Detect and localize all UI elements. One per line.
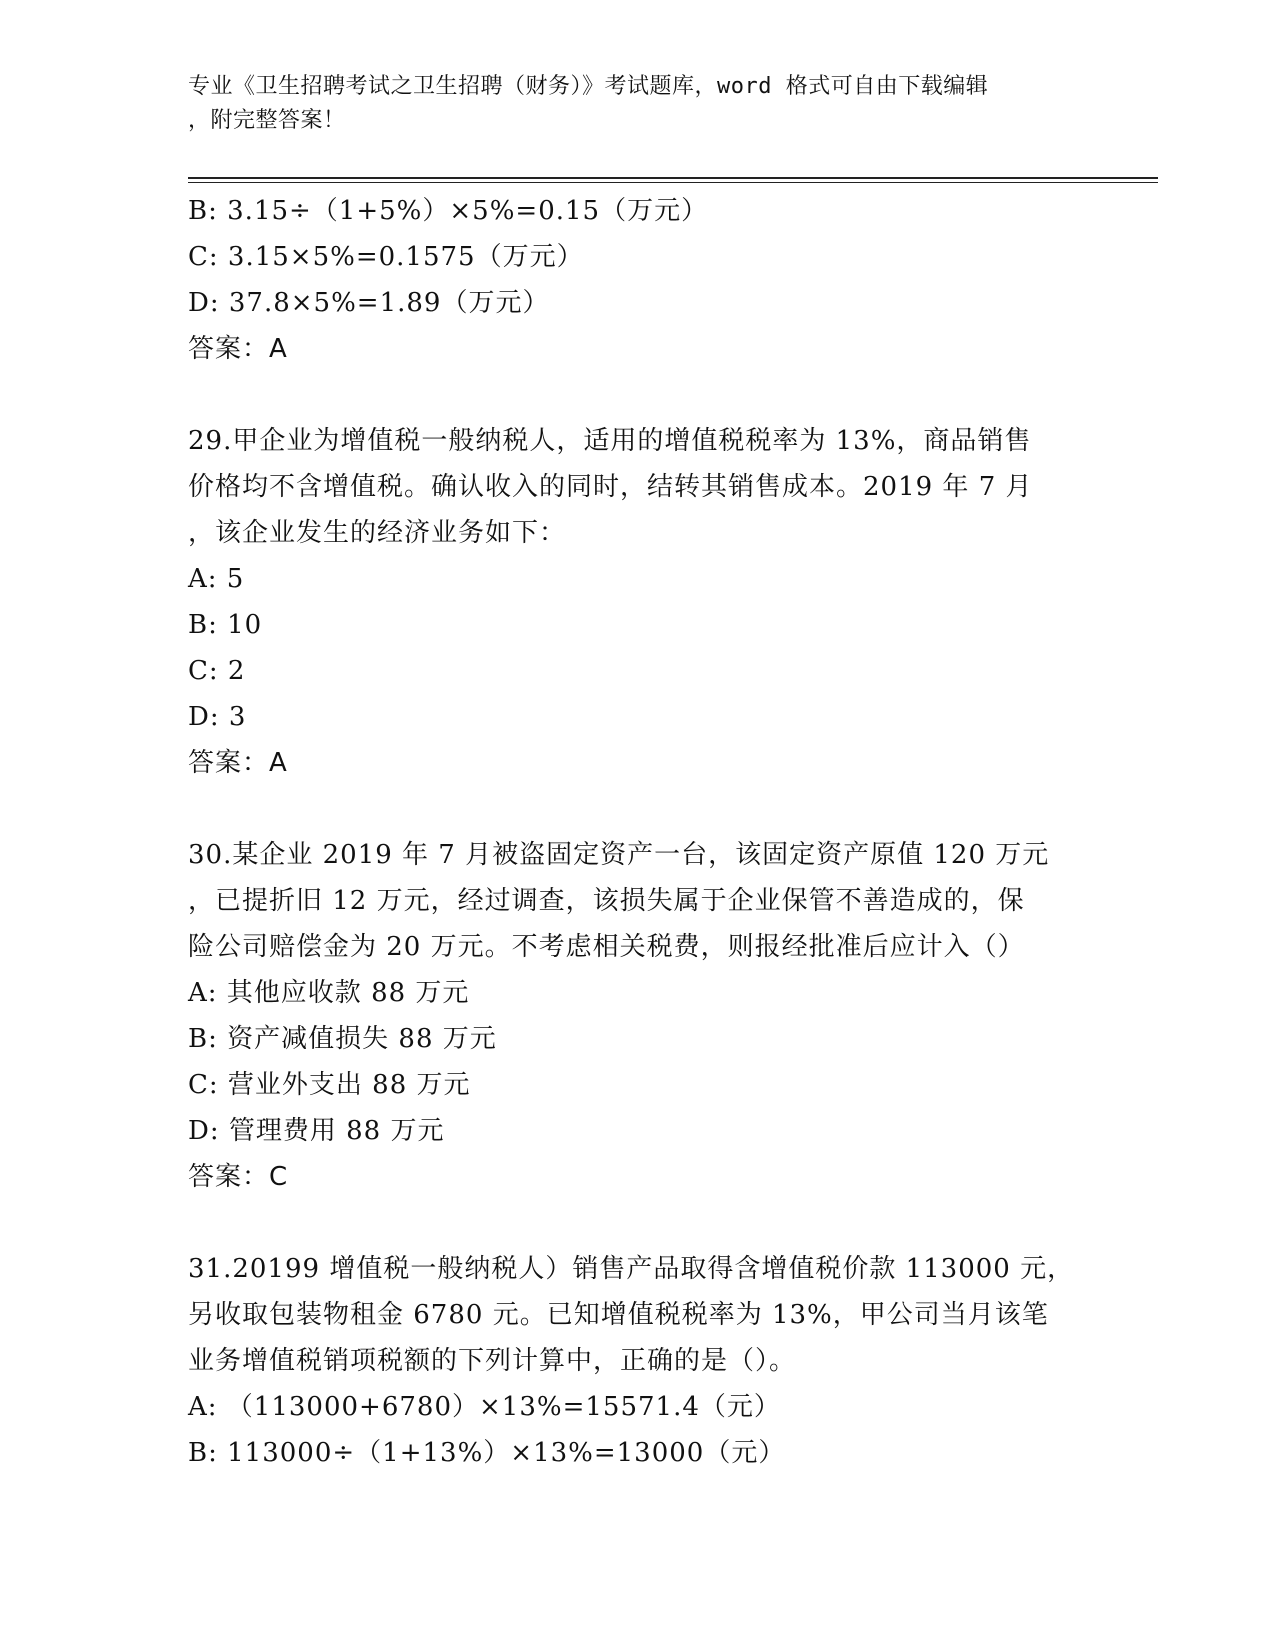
header-line-2: ，附完整答案！	[188, 108, 346, 133]
question-29	[188, 418, 1088, 786]
q28-option-c: C: 3.15×5%=0.1575（万元）	[188, 242, 584, 272]
q31-stem-line-2: 另收取包装物租金 6780 元。已知增值税税率为 13%，甲公司当月该笔	[188, 1300, 1049, 1330]
q30-answer: 答案：C	[188, 1162, 289, 1192]
q28-answer: 答案：A	[188, 334, 288, 364]
q29-stem-line-2: 价格均不含增值税。确认收入的同时，结转其销售成本。2019 年 7 月	[188, 472, 1033, 502]
q30-option-a: A: 其他应收款 88 万元	[188, 978, 470, 1008]
q28-option-d: D: 37.8×5%=1.89（万元）	[188, 288, 550, 318]
q29-stem-line-1: 29.甲企业为增值税一般纳税人，适用的增值税税率为 13%，商品销售	[188, 426, 1032, 456]
q30-stem-line-3: 险公司赔偿金为 20 万元。不考虑相关税费，则报经批准后应计入（）	[188, 932, 1025, 962]
question-28	[188, 188, 1088, 372]
q31-stem-line-1: 31.20199 增值税一般纳税人）销售产品取得含增值税价款 113000 元，	[188, 1254, 1075, 1284]
q30-option-d: D: 管理费用 88 万元	[188, 1116, 445, 1146]
q30-option-b: B: 资产减值损失 88 万元	[188, 1024, 497, 1054]
q29-option-c: C: 2	[188, 656, 246, 686]
q30-stem-line-2: ，已提折旧 12 万元，经过调查，该损失属于企业保管不善造成的，保	[188, 886, 1025, 916]
document-header	[188, 70, 1078, 138]
q29-option-d: D: 3	[188, 702, 247, 732]
q29-option-b: B: 10	[188, 610, 263, 640]
q28-option-b: B: 3.15÷（1+5%）×5%=0.15（万元）	[188, 196, 709, 226]
question-content	[188, 188, 1088, 1476]
q29-stem-line-3: ，该企业发生的经济业务如下：	[188, 518, 567, 548]
q30-stem-line-1: 30.某企业 2019 年 7 月被盗固定资产一台，该固定资产原值 120 万元	[188, 840, 1050, 870]
q30-option-c: C: 营业外支出 88 万元	[188, 1070, 471, 1100]
q29-answer: 答案：A	[188, 748, 288, 778]
question-31	[188, 1246, 1088, 1476]
q31-option-b: B: 113000÷（1+13%）×13%=13000（元）	[188, 1438, 786, 1468]
q29-option-a: A: 5	[188, 564, 245, 594]
q31-stem-line-3: 业务增值税销项税额的下列计算中，正确的是（）。	[188, 1346, 797, 1376]
question-30	[188, 832, 1088, 1200]
q31-option-a: A: （113000+6780）×13%=15571.4（元）	[188, 1392, 781, 1422]
header-rule-thin	[188, 182, 1158, 183]
header-rule-thick	[188, 177, 1158, 179]
header-line-1: 专业《卫生招聘考试之卫生招聘（财务）》考试题库，word 格式可自由下载编辑	[188, 74, 989, 99]
